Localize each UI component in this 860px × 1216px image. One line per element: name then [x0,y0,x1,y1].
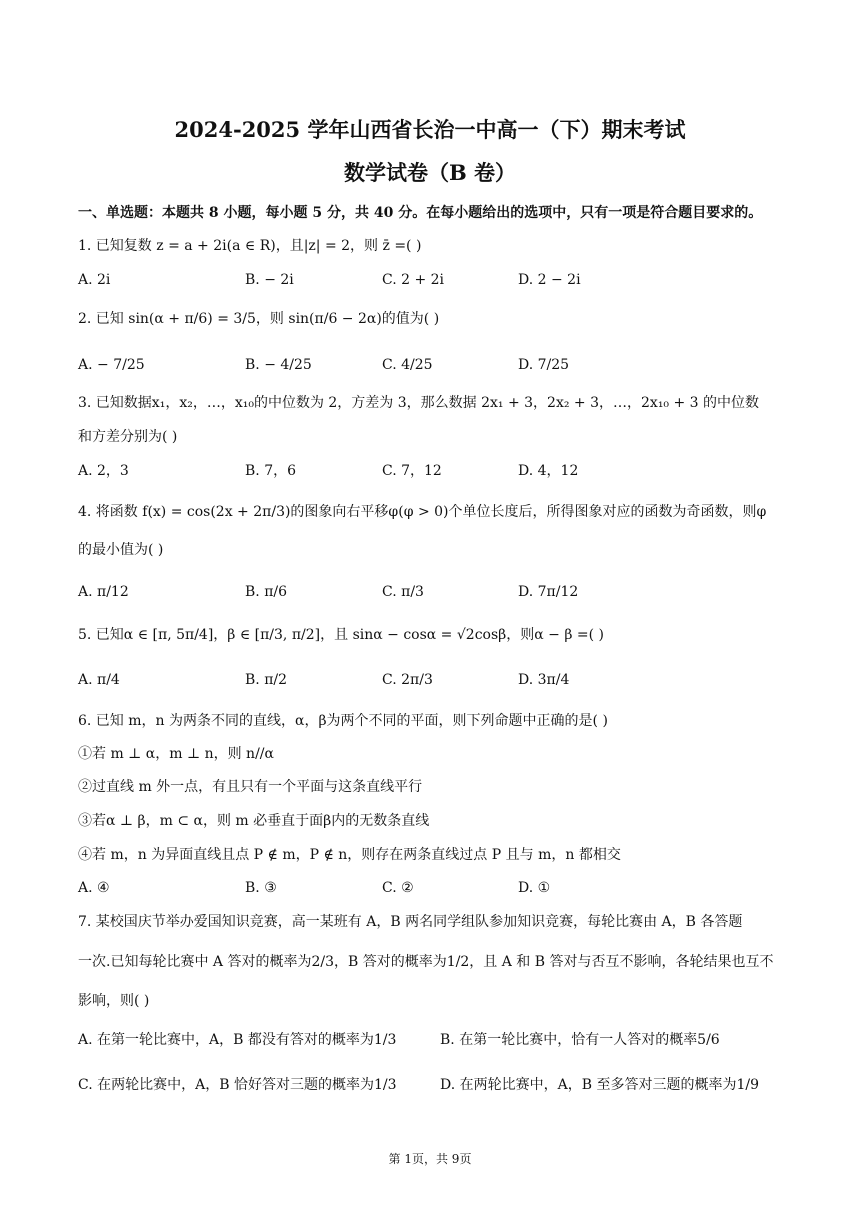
question-4-option-b: B. π/6 [245,584,288,600]
question-6-option-d: D. ① [518,880,551,896]
question-7-option-b: B. 在第一轮比赛中，恰有一人答对的概率5/6 [440,1032,720,1048]
exam-subtitle: 数学试卷（B 卷） [343,160,517,185]
question-2-option-b: B. − 4/25 [245,357,312,373]
question-1-option-a: A. 2i [78,272,111,288]
question-1-option-d: D. 2 − 2i [518,272,581,288]
question-3-option-d: D. 4，12 [518,463,579,479]
question-4-stem-line2: 的最小值为( ) [78,542,164,558]
question-7-stem-line2: 一次.已知每轮比赛中 A 答对的概率为2/3，B 答对的概率为1/2，且 A 和 B 答对与否互不影响，各轮结果也互不 [78,954,774,970]
question-6-statement-2: ②过直线 m 外一点，有且只有一个平面与这条直线平行 [78,779,423,795]
exam-title: 2024-2025 学年山西省长治一中高一（下）期末考试 [174,117,686,142]
page-footer: 第 1页，共 9页 [388,1152,472,1166]
question-3-option-c: C. 7，12 [382,463,442,479]
question-5-option-a: A. π/4 [78,672,120,688]
question-6-statement-3: ③若α ⊥ β，m ⊂ α，则 m 必垂直于面β内的无数条直线 [78,813,430,829]
question-7-option-a: A. 在第一轮比赛中，A，B 都没有答对的概率为1/3 [78,1032,397,1048]
section-heading: 一、单选题：本题共 8 小题，每小题 5 分，共 40 分。在每小题给出的选项中，只有一项是符合题目要求的。 [78,205,763,221]
question-2-stem: 2. 已知 sin(α + π/6) = 3/5，则 sin(π/6 − 2α)的值为( ) [78,311,440,327]
question-6-statement-1: ①若 m ⊥ α，m ⊥ n，则 n//α [78,746,274,762]
question-7-option-c: C. 在两轮比赛中，A，B 恰好答对三题的概率为1/3 [78,1077,397,1093]
question-7-stem-line3: 影响，则( ) [78,993,150,1009]
question-7-stem-line1: 7. 某校国庆节举办爱国知识竞赛，高一某班有 A，B 两名同学组队参加知识竞赛，每轮比赛由 A，B 各答题 [78,914,743,930]
question-1-option-b: B. − 2i [245,272,294,288]
question-3-option-a: A. 2，3 [78,463,129,479]
question-5-stem: 5. 已知α ∈ [π, 5π/4]，β ∈ [π/3, π/2]，且 sinα − cosα = √2cosβ，则α − β =( ) [78,627,604,643]
question-6-stem: 6. 已知 m，n 为两条不同的直线，α，β为两个不同的平面，则下列命题中正确的是( ) [78,713,608,729]
question-5-option-d: D. 3π/4 [518,672,570,688]
question-2-option-c: C. 4/25 [382,357,433,373]
question-3-stem-line2: 和方差分别为( ) [78,429,178,445]
question-5-option-c: C. 2π/3 [382,672,433,688]
question-1-stem: 1. 已知复数 z = a + 2i(a ∈ R)，且|z| = 2，则 z̄ =( ) [78,238,422,254]
question-2-option-a: A. − 7/25 [78,357,145,373]
question-2-option-d: D. 7/25 [518,357,570,373]
question-7-option-d: D. 在两轮比赛中，A，B 至多答对三题的概率为1/9 [440,1077,760,1093]
question-1-option-c: C. 2 + 2i [382,272,445,288]
question-5-option-b: B. π/2 [245,672,288,688]
question-4-stem-line1: 4. 将函数 f(x) = cos(2x + 2π/3)的图象向右平移φ(φ > 0)个单位长度后，所得图象对应的函数为奇函数，则φ [78,504,767,520]
question-6-option-b: B. ③ [245,880,277,896]
question-3-stem-line1: 3. 已知数据x₁，x₂，…，x₁₀的中位数为 2，方差为 3，那么数据 2x₁ + 3，2x₂ + 3，…，2x₁₀ + 3 的中位数 [78,395,760,411]
question-4-option-c: C. π/3 [382,584,424,600]
question-6-statement-4: ④若 m，n 为异面直线且点 P ∉ m，P ∉ n，则存在两条直线过点 P 且与 m，n 都相交 [78,847,621,863]
question-6-option-a: A. ④ [78,880,110,896]
question-4-option-d: D. 7π/12 [518,584,579,600]
question-3-option-b: B. 7，6 [245,463,297,479]
question-6-option-c: C. ② [382,880,414,896]
question-4-option-a: A. π/12 [78,584,129,600]
